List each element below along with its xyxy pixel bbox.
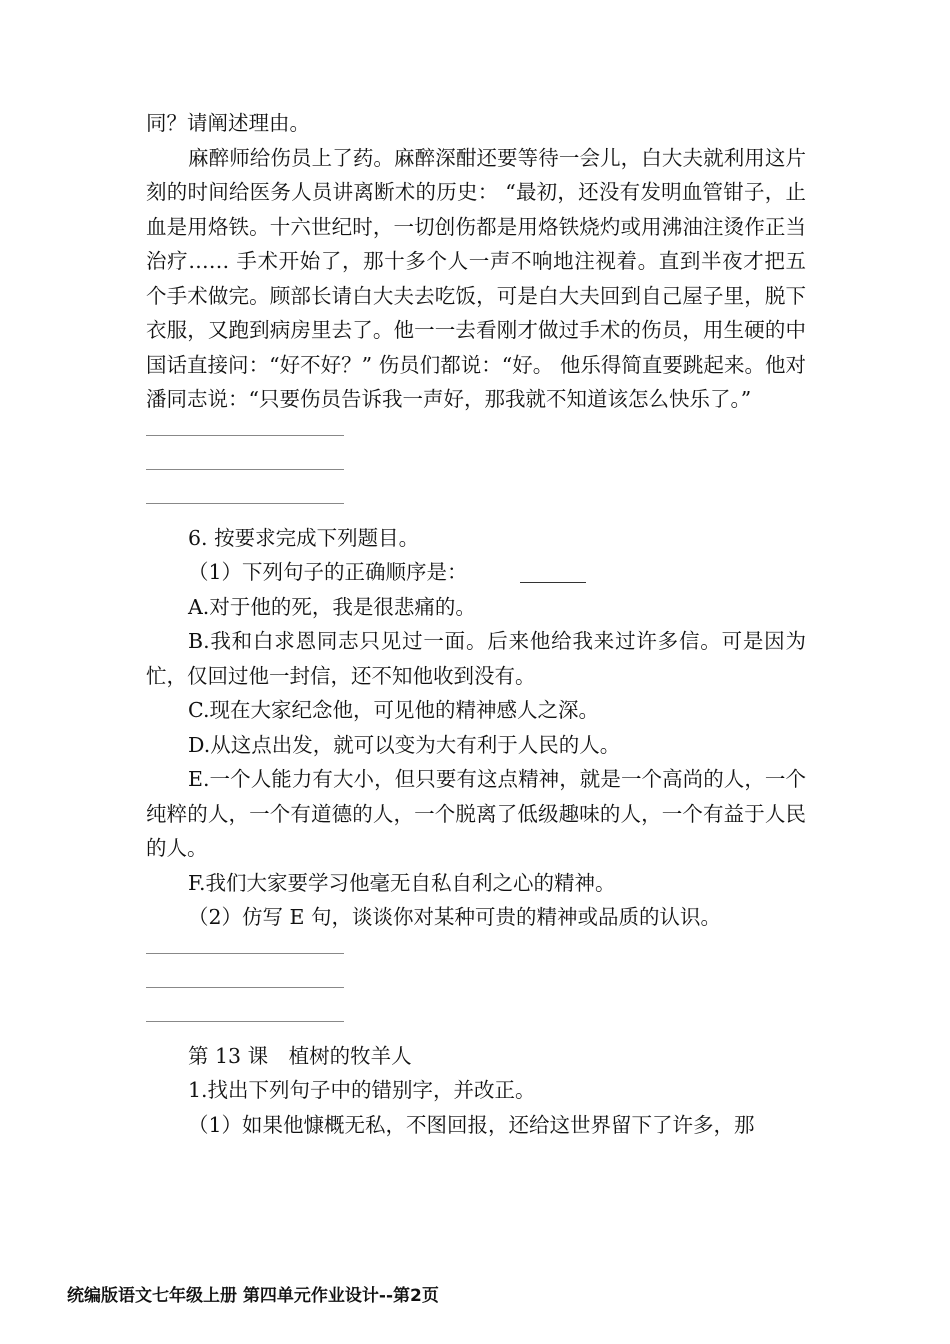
lesson-13-question-1: 1.找出下列句子中的错别字，并改正。 — [188, 1078, 536, 1102]
lesson-13-question-1-sub1: （1）如果他慷概无私，不图回报，还给这世界留下了许多，那 — [188, 1112, 755, 1137]
option-a: A.对于他的死，我是很悲痛的。 — [188, 594, 476, 619]
page-content — [146, 106, 806, 1142]
answer-line[interactable] — [146, 469, 344, 503]
order-answer-blank[interactable] — [520, 560, 586, 583]
option-c: C.现在大家纪念他，可见他的精神感人之深。 — [188, 698, 599, 722]
question-6-sub2: （2）仿写 E 句，谈谈你对某种可贵的精神或品质的认识。 — [188, 905, 722, 929]
question-6-sub1-text: （1）下列句子的正确顺序是： — [188, 560, 468, 584]
answer-line[interactable] — [146, 1021, 344, 1037]
option-e: E.一个人能力有大小，但只要有这点精神，就是一个高尚的人，一个纯粹的人，一个有道德的人，一个脱离了低级趣味的人，一个有益于人民的人。 — [146, 767, 806, 860]
lesson-13-title: 第 13 课 植树的牧羊人 — [188, 1043, 412, 1068]
option-d: D.从这点出发，就可以变为大有利于人民的人。 — [188, 732, 621, 757]
question-6-title: 6. 按要求完成下列题目。 — [188, 525, 420, 550]
answer-line[interactable] — [146, 503, 344, 519]
answer-line[interactable] — [146, 953, 344, 987]
option-b: B.我和白求恩同志只见过一面。后来他给我来过许多信。可是因为忙，仅回过他一封信，还不知他收到没有。 — [146, 629, 806, 688]
answer-lines-2 — [146, 935, 806, 1037]
paragraph-continuation: 同？请阐述理由。 — [146, 111, 310, 135]
option-f: F.我们大家要学习他毫无自私自利之心的精神。 — [188, 870, 616, 895]
answer-line[interactable] — [146, 987, 344, 1021]
question-6-sub1 — [146, 555, 806, 590]
page-footer: 统编版语文七年级上册 第四单元作业设计--第2页 — [67, 1286, 439, 1306]
answer-lines-1 — [146, 417, 806, 519]
paragraph-excerpt: 麻醉师给伤员上了药。麻醉深酣还要等待一会儿，白大夫就利用这片刻的时间给医务人员讲离断术的历史： “最初，还没有发明血管钳子，止血是用烙铁。十六世纪时，一切创伤都是用烙铁烧灼或用沸油注烫作正当治疗…… 手术开始了，那十多个人一声不响地注视着。直到半夜才把五个手术做完。顾部长请白大夫去吃饭，可是白大夫回到自己屋子里，脱下衣服，又跑到病房里去了。他一一去看刚才做过手术的伤员，用生硬的中国话直接问：“好不好？” 伤员们都说：“好。 他乐得简直要跳起来。他对潘同志说：“只要伤员告诉我一声好，那我就不知道该怎么快乐了。” — [146, 145, 806, 411]
answer-line[interactable] — [146, 435, 344, 469]
